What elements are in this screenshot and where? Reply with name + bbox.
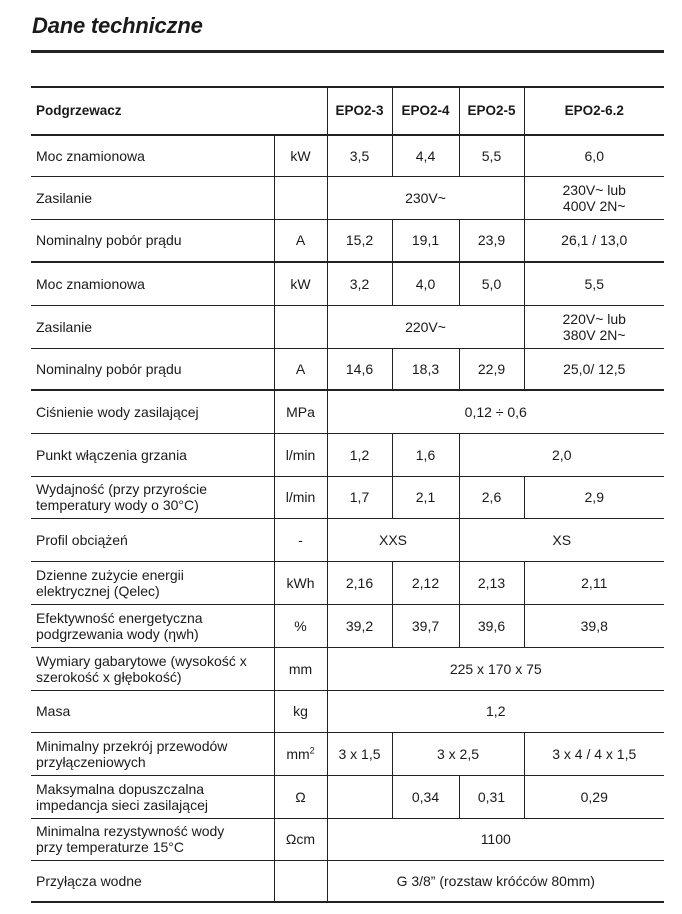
value-cell: 1,2 xyxy=(327,433,392,476)
value-cell xyxy=(524,305,664,348)
table-row xyxy=(31,518,664,561)
value-cell: 2,0 xyxy=(459,433,664,476)
value-cell: 0,29 xyxy=(524,775,664,818)
header-model: EPO2-5 xyxy=(459,87,524,135)
table-row xyxy=(31,433,664,476)
unit-cell: kW xyxy=(274,262,327,305)
unit-cell: A xyxy=(274,219,327,262)
label-line: impedancja sieci zasilającej xyxy=(36,796,208,813)
unit-cell: MPa xyxy=(274,390,327,433)
value-cell: 18,3 xyxy=(392,348,459,390)
table-row xyxy=(31,647,664,690)
table-row xyxy=(31,818,664,860)
value-cell: 2,1 xyxy=(392,476,459,518)
unit-cell: A xyxy=(274,348,327,390)
value-cell: 6,0 xyxy=(524,135,664,176)
value-cell: 1,6 xyxy=(392,433,459,476)
unit-cell: mm xyxy=(274,647,327,690)
table-row xyxy=(31,604,664,647)
value-cell: 2,11 xyxy=(524,561,664,604)
value-cell: 39,7 xyxy=(392,604,459,647)
value-cell: 26,1 / 13,0 xyxy=(524,219,664,262)
value-line: 380V 2N~ xyxy=(562,326,626,343)
value-cell: 39,8 xyxy=(524,604,664,647)
row-label: Masa xyxy=(36,703,71,719)
row-label xyxy=(31,775,274,818)
unit-cell: Ωcm xyxy=(274,818,327,860)
header-model: EPO2-6.2 xyxy=(524,87,664,135)
row-label: Moc znamionowa xyxy=(36,147,145,164)
value-cell: 3,2 xyxy=(327,262,392,305)
unit-cell: - xyxy=(274,518,327,561)
table-row xyxy=(31,732,664,775)
value-cell: 15,2 xyxy=(327,219,392,262)
technical-data-table xyxy=(31,86,664,903)
table-row xyxy=(31,135,664,176)
label-line: Dzienne zużycie energii xyxy=(36,566,184,583)
value-cell: 22,9 xyxy=(459,348,524,390)
label-line: Minimalny przekrój przewodów xyxy=(36,737,228,754)
row-label xyxy=(31,818,274,860)
unit-cell xyxy=(274,732,327,775)
value-cell: G 3/8” (rozstaw króćców 80mm) xyxy=(327,860,664,902)
value-cell: 225 x 170 x 75 xyxy=(327,647,664,690)
value-cell: 3,5 xyxy=(327,135,392,176)
row-label: Profil obciążeń xyxy=(36,531,128,548)
value-cell: 1,7 xyxy=(327,476,392,518)
table-row xyxy=(31,305,664,348)
unit-cell xyxy=(274,176,327,219)
row-label: Moc znamionowa xyxy=(36,275,145,292)
label-line: przyłączeniowych xyxy=(36,753,146,770)
unit-cell: kW xyxy=(274,135,327,176)
label-line: Maksymalna dopuszczalna xyxy=(36,780,205,797)
unit-cell: Ω xyxy=(274,775,327,818)
value-cell: 2,6 xyxy=(459,476,524,518)
value-cell: 0,12 ÷ 0,6 xyxy=(327,390,664,433)
value-cell: 3 x 4 / 4 x 1,5 xyxy=(524,732,664,775)
unit-cell xyxy=(274,860,327,902)
value-cell: 2,16 xyxy=(327,561,392,604)
page-title: Dane techniczne xyxy=(32,13,203,38)
value-cell: 0,31 xyxy=(459,775,524,818)
row-label: Nominalny pobór prądu xyxy=(36,232,182,249)
unit-superscript: 2 xyxy=(309,744,315,755)
label-line: elektrycznej (Qelec) xyxy=(36,582,160,599)
unit-cell: % xyxy=(274,604,327,647)
value-cell: 5,0 xyxy=(459,262,524,305)
value-cell: 4,0 xyxy=(392,262,459,305)
header-model: EPO2-4 xyxy=(392,87,459,135)
row-label xyxy=(31,604,274,647)
value-cell: 4,4 xyxy=(392,135,459,176)
value-cell: 2,13 xyxy=(459,561,524,604)
table-row xyxy=(31,860,664,902)
unit-cell: l/min xyxy=(274,433,327,476)
row-label: Zasilanie xyxy=(36,189,93,206)
value-cell: 3 x 2,5 xyxy=(392,732,524,775)
header-heater: Podgrzewacz xyxy=(36,103,122,118)
row-label xyxy=(31,561,274,604)
value-cell: 39,6 xyxy=(459,604,524,647)
table-row xyxy=(31,219,664,262)
value-cell: XS xyxy=(459,518,664,561)
table-row xyxy=(31,775,664,818)
value-cell xyxy=(327,775,392,818)
value-cell: XXS xyxy=(327,518,459,561)
label-line: szerokość x głębokość) xyxy=(36,668,182,685)
row-label xyxy=(31,476,274,518)
value-cell: 5,5 xyxy=(459,135,524,176)
unit-text: mm xyxy=(286,745,310,762)
value-cell xyxy=(524,176,664,219)
unit-cell: kg xyxy=(274,690,327,732)
value-cell: 2,9 xyxy=(524,476,664,518)
value-cell: 23,9 xyxy=(459,219,524,262)
value-cell: 5,5 xyxy=(524,262,664,305)
table-row xyxy=(31,476,664,518)
label-line: Minimalna rezystywność wody xyxy=(36,823,225,839)
value-line: 230V~ lub xyxy=(562,181,626,198)
value-cell: 19,1 xyxy=(392,219,459,262)
row-label: Zasilanie xyxy=(36,318,93,335)
unit-cell xyxy=(274,305,327,348)
label-line: przy temperaturze 15°C xyxy=(36,839,184,855)
label-line: temperatury wody o 30°C) xyxy=(36,497,199,513)
row-label xyxy=(31,732,274,775)
table-header-row xyxy=(31,87,664,135)
value-line: 220V~ lub xyxy=(562,310,626,327)
value-cell: 2,12 xyxy=(392,561,459,604)
value-cell: 3 x 1,5 xyxy=(327,732,392,775)
table-row xyxy=(31,348,664,390)
value-cell: 220V~ xyxy=(327,305,524,348)
label-line: podgrzewania wody (ηwh) xyxy=(36,625,199,642)
row-label xyxy=(31,647,274,690)
unit-cell: l/min xyxy=(274,476,327,518)
value-cell: 230V~ xyxy=(327,176,524,219)
table-row xyxy=(31,176,664,219)
value-cell: 25,0/ 12,5 xyxy=(524,348,664,390)
table-row xyxy=(31,390,664,433)
value-line: 400V 2N~ xyxy=(562,197,626,214)
value-cell: 0,34 xyxy=(392,775,459,818)
label-line: Efektywność energetyczna xyxy=(36,609,203,626)
table-row xyxy=(31,262,664,305)
row-label: Nominalny pobór prądu xyxy=(36,360,182,377)
label-line: Wydajność (przy przyroście xyxy=(36,481,208,497)
header-model: EPO2-3 xyxy=(327,87,392,135)
unit-cell: kWh xyxy=(274,561,327,604)
row-label: Ciśnienie wody zasilającej xyxy=(36,403,199,420)
value-cell: 14,6 xyxy=(327,348,392,390)
title-divider xyxy=(31,50,664,53)
value-cell: 1100 xyxy=(327,818,664,860)
row-label: Przyłącza wodne xyxy=(36,872,142,889)
value-cell: 1,2 xyxy=(327,690,664,732)
label-line: Wymiary gabarytowe (wysokość x xyxy=(36,652,247,669)
table-row xyxy=(31,690,664,732)
table-row xyxy=(31,561,664,604)
row-label: Punkt włączenia grzania xyxy=(36,446,187,463)
value-cell: 39,2 xyxy=(327,604,392,647)
